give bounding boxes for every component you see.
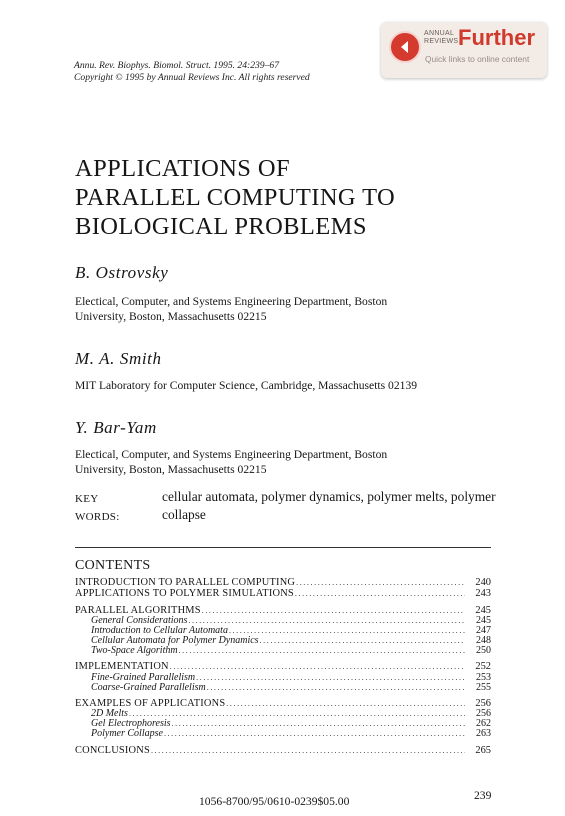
toc-entry[interactable] [75, 616, 491, 626]
toc-leader-dots [151, 745, 465, 756]
toc-entry[interactable] [75, 673, 491, 683]
keywords-label: KEY WORDS: [75, 493, 120, 523]
author-affiliation [75, 378, 495, 393]
toc-entry-page: 255 [476, 682, 491, 693]
toc-entry-page: 245 [475, 604, 491, 616]
toc-entry[interactable] [75, 709, 491, 719]
toc-entry-page: 248 [476, 635, 491, 646]
toc-entry-label: APPLICATIONS TO POLYMER SIMULATIONS [75, 588, 294, 600]
affiliation-line: Electical, Computer, and Systems Engineering Department, Boston [75, 295, 388, 308]
toc-entry-label: 2D Melts [91, 709, 128, 720]
toc-entry[interactable] [75, 729, 491, 739]
toc-entry-label: INTRODUCTION TO PARALLEL COMPUTING [75, 577, 296, 588]
copyright-line: Copyright © 1995 by Annual Reviews Inc. All rights reserved [74, 72, 310, 83]
author-affiliation [75, 294, 495, 324]
title-line: PARALLEL COMPUTING TO [75, 184, 396, 211]
toc-entry[interactable] [75, 577, 491, 588]
toc-entry-page: 245 [476, 615, 491, 626]
toc-entry-label: IMPLEMENTATION [75, 661, 169, 673]
toc-entry-page: 256 [475, 697, 491, 709]
author-name: M. A. Smith [75, 349, 162, 368]
further-badge[interactable] [381, 22, 547, 78]
further-logo-icon [389, 31, 421, 63]
toc-entry[interactable] [75, 626, 491, 636]
toc-entry-label: EXAMPLES OF APPLICATIONS [75, 697, 226, 709]
further-word: Further [458, 25, 535, 50]
toc-entry-page: 263 [476, 729, 491, 740]
toc-entry-label: Two-Space Algorithm [91, 645, 178, 656]
toc-entry-page: 247 [476, 625, 491, 636]
toc-entry[interactable] [75, 683, 491, 693]
toc-leader-dots [260, 636, 465, 646]
toc-leader-dots [296, 577, 465, 588]
article-title [75, 154, 395, 241]
annual-reviews-wordmark [424, 30, 458, 45]
toc-entry-page: 253 [476, 672, 491, 683]
further-tagline: Quick links to online content [425, 54, 530, 64]
toc-leader-dots [179, 646, 465, 656]
toc-entry-label: Introduction to Cellular Automata [91, 625, 228, 636]
citation-line: Annu. Rev. Biophys. Biomol. Struct. 1995. 24:239–67 [74, 60, 279, 71]
toc-entry[interactable] [75, 745, 491, 756]
toc-leader-dots [229, 626, 465, 636]
table-of-contents [75, 577, 491, 756]
affiliation-line: University, Boston, Massachusetts 02215 [75, 310, 267, 323]
toc-leader-dots [164, 729, 465, 739]
toc-entry-label: CONCLUSIONS [75, 744, 150, 756]
toc-leader-dots [196, 673, 465, 683]
toc-entry[interactable] [75, 661, 491, 672]
annual-label: ANNUAL [424, 30, 455, 37]
affiliation-line: MIT Laboratory for Computer Science, Cambridge, Massachusetts 02139 [75, 379, 418, 392]
toc-entry[interactable] [75, 719, 491, 729]
keywords-text: cellular automata, polymer dynamics, polymer melts, polymer collapse [162, 489, 496, 522]
toc-leader-dots [226, 698, 465, 709]
toc-entry-page: 262 [476, 719, 491, 730]
toc-leader-dots [188, 616, 465, 626]
toc-leader-dots [207, 683, 465, 693]
toc-entry-label: Coarse-Grained Parallelism [91, 682, 206, 693]
toc-entry-label: General Considerations [91, 615, 188, 626]
toc-entry[interactable] [75, 605, 491, 616]
toc-leader-dots [202, 605, 465, 616]
toc-leader-dots [170, 661, 465, 672]
toc-entry-page: 256 [476, 709, 491, 720]
toc-entry-label: PARALLEL ALGORITHMS [75, 604, 201, 616]
toc-entry[interactable] [75, 588, 491, 599]
toc-entry-label: Gel Electrophoresis [91, 719, 171, 730]
author-affiliation [75, 447, 495, 477]
toc-leader-dots [295, 588, 465, 599]
toc-entry-label: Cellular Automata for Polymer Dynamics [91, 635, 259, 646]
author-name: Y. Bar-Yam [75, 418, 157, 437]
toc-entry-page: 250 [476, 645, 491, 656]
affiliation-line: Electical, Computer, and Systems Engineering Department, Boston [75, 448, 388, 461]
toc-entry[interactable] [75, 698, 491, 709]
reviews-label: REVIEWS [424, 37, 459, 45]
title-line: APPLICATIONS OF [75, 155, 290, 182]
toc-leader-dots [129, 709, 465, 719]
page-number: 239 [474, 789, 492, 802]
section-divider [75, 547, 491, 548]
toc-entry-page: 252 [475, 661, 491, 673]
issn-code: 1056-8700/95/0610-0239$05.00 [199, 795, 350, 808]
journal-citation [74, 60, 310, 84]
toc-entry[interactable] [75, 636, 491, 646]
toc-entry-page: 243 [475, 588, 491, 600]
toc-entry-label: Polymer Collapse [91, 729, 163, 740]
title-line: BIOLOGICAL PROBLEMS [75, 213, 367, 240]
toc-entry[interactable] [75, 646, 491, 656]
toc-entry-page: 265 [475, 744, 491, 756]
toc-leader-dots [172, 719, 465, 729]
author-name: B. Ostrovsky [75, 263, 169, 282]
affiliation-line: University, Boston, Massachusetts 02215 [75, 463, 267, 476]
contents-heading: CONTENTS [75, 558, 151, 573]
toc-entry-label: Fine-Grained Parallelism [91, 672, 196, 683]
toc-entry-page: 240 [475, 577, 491, 588]
